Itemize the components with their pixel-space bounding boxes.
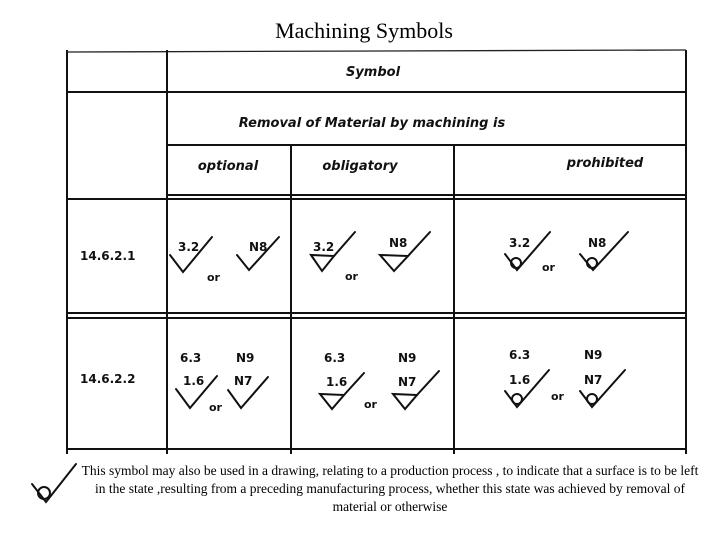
footnote-text: This symbol may also be used in a drawing, relating to a production process , to indicate that a surface is to be left in the state ,resulting from a preceding manufacturing process, whether this state was achieved by removal of material or otherwise	[81, 463, 699, 514]
value-n7-label: N7	[584, 373, 603, 387]
or-label: or	[364, 398, 377, 411]
removal-required-arm	[417, 371, 439, 395]
page-title: Machining Symbols	[275, 18, 453, 43]
row-id-1: 14.6.2.1	[80, 249, 136, 263]
removal-prohibited-circle	[512, 394, 522, 404]
row1-obligatory-cell	[311, 232, 430, 283]
value-n7-label: N7	[398, 375, 417, 389]
value-6-3-label: 6.3	[509, 348, 531, 362]
value-3-2-label: 3.2	[178, 240, 200, 254]
removal-required-icon	[380, 255, 408, 271]
removal-required-icon	[311, 255, 334, 271]
column-optional: optional	[197, 159, 259, 174]
value-n8-label: N8	[249, 240, 268, 254]
row1-optional-cell	[170, 237, 279, 284]
value-1-6-label: 1.6	[509, 373, 531, 387]
column-prohibited: prohibited	[566, 156, 644, 171]
value-n9-label: N9	[236, 351, 255, 365]
row1-prohibited-cell	[505, 232, 628, 274]
header-symbol: Symbol	[345, 65, 401, 80]
value-n9-label: N9	[398, 351, 417, 365]
row2-prohibited-cell	[505, 348, 625, 407]
removal-required-icon	[393, 394, 417, 409]
row2-optional-cell	[176, 351, 268, 414]
circle-check-symbol-icon	[32, 464, 76, 502]
value-3-2-label: 3.2	[313, 240, 335, 254]
value-n7-label: N7	[234, 374, 253, 388]
value-n8-label: N8	[389, 236, 408, 250]
value-n9-label: N9	[584, 348, 603, 362]
or-label: or	[209, 401, 222, 414]
header-removal: Removal of Material by machining is	[238, 116, 506, 131]
value-3-2-label: 3.2	[509, 236, 531, 250]
or-label: or	[551, 390, 564, 403]
row2-obligatory-cell	[320, 351, 439, 411]
value-6-3-label: 6.3	[180, 351, 202, 365]
or-label: or	[345, 270, 358, 283]
value-1-6-label: 1.6	[183, 374, 205, 388]
column-obligatory: obligatory	[322, 159, 398, 174]
removal-required-arm	[408, 232, 430, 256]
row-id-2: 14.6.2.2	[80, 372, 136, 386]
or-label: or	[207, 271, 220, 284]
or-label: or	[542, 261, 555, 274]
removal-prohibited-circle	[587, 394, 597, 404]
value-1-6-label: 1.6	[326, 375, 348, 389]
removal-required-icon	[320, 394, 344, 409]
value-6-3-label: 6.3	[324, 351, 346, 365]
value-n8-label: N8	[588, 236, 607, 250]
removal-required-arm	[334, 232, 355, 256]
